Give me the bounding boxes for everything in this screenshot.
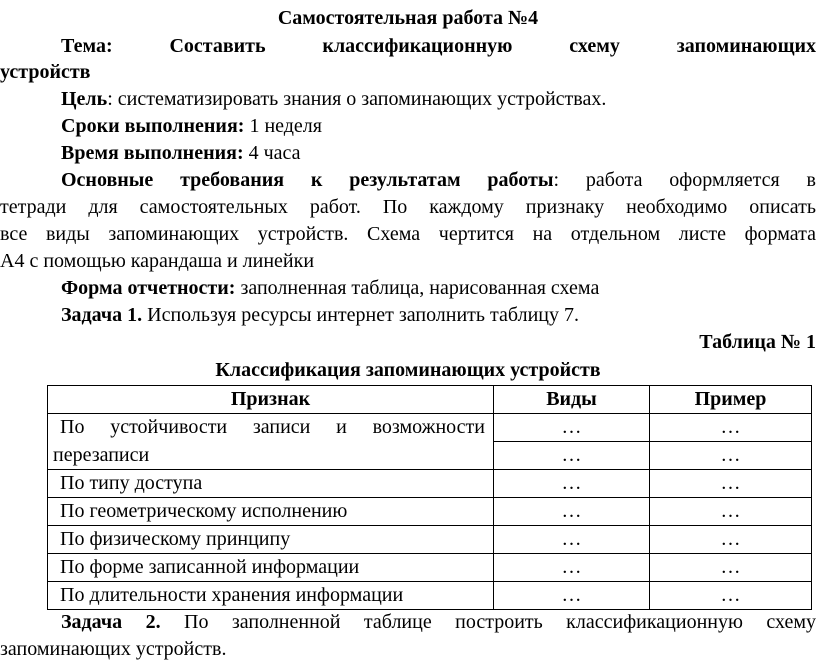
goal-line (0, 85, 816, 113)
deadline-label: Сроки выполнения: (61, 115, 245, 137)
topic-word-2: классификационную (322, 35, 513, 57)
task2-text-1: По заполненной таблице построить классификационную схему (160, 611, 816, 633)
table-row (48, 414, 812, 442)
requirements-line-2: тетради для самостоятельных работ. По каждому признаку необходимо описать (0, 196, 816, 218)
task2-line-1 (0, 608, 816, 636)
row-attribute: перезаписи (48, 442, 494, 470)
header-kinds: Виды (494, 386, 650, 414)
table-caption: Классификация запоминающих устройств (215, 359, 601, 381)
row-attribute: По длительности хранения информации (48, 582, 494, 610)
row-example: … (650, 442, 812, 470)
deadline-line (0, 112, 816, 140)
topic-line-2 (0, 58, 816, 86)
duration-line (0, 139, 816, 167)
duration-text: 4 часа (243, 142, 301, 164)
topic-label: Тема: (61, 35, 113, 57)
topic-continuation: устройств (0, 61, 91, 83)
report-form-text: заполненная таблица, нарисованная схема (235, 277, 600, 299)
table-row (48, 526, 812, 554)
topic-word-4: запоминающих (676, 35, 816, 57)
row-example: … (650, 582, 812, 610)
classification-table (47, 385, 812, 610)
row-kinds: … (494, 414, 650, 442)
row-example: … (650, 470, 812, 498)
row-kinds: … (494, 526, 650, 554)
goal-label: Цель (61, 88, 108, 110)
requirements-line-1 (0, 166, 816, 194)
report-form-line (0, 274, 816, 302)
row-example: … (650, 498, 812, 526)
row-kinds: … (494, 442, 650, 470)
report-form-label: Форма отчетности: (61, 277, 236, 299)
row-attribute (48, 414, 494, 442)
task2-label: Задача 2. (61, 611, 161, 633)
table-row (48, 582, 812, 610)
task1-label: Задача 1. (61, 304, 143, 326)
row-attribute: По физическому принципу (48, 526, 494, 554)
goal-text: : систематизировать знания о запоминающих устройствах. (107, 88, 607, 110)
requirements-label: Основные требования к результатам работы (61, 169, 554, 191)
duration-label: Время выполнения: (61, 142, 244, 164)
table-header-row (48, 386, 812, 414)
row-kinds: … (494, 582, 650, 610)
table-row (48, 470, 812, 498)
topic-word-1: Составить (169, 35, 266, 57)
header-attribute: Признак (48, 386, 494, 414)
table-row (48, 554, 812, 582)
row-attribute: По типу доступа (48, 470, 494, 498)
row-example: … (650, 414, 812, 442)
row-attribute-text: По устойчивости записи и возможности (60, 416, 485, 439)
row-example: … (650, 526, 812, 554)
table-row (48, 498, 812, 526)
row-attribute: По форме записанной информации (48, 554, 494, 582)
document-title: Самостоятельная работа №4 (277, 7, 539, 29)
topic-word-3: схему (569, 35, 620, 57)
task1-text: Используя ресурсы интернет заполнить таблицу 7. (142, 304, 579, 326)
requirements-line-3: все виды запоминающих устройств. Схема чертится на отдельном листе формата (0, 223, 816, 245)
task1-line (0, 301, 816, 329)
task2-line-2: запоминающих устройств. (0, 638, 227, 660)
requirements-line-4: А4 с помощью карандаша и линейки (0, 250, 315, 272)
row-kinds: … (494, 498, 650, 526)
header-example: Пример (650, 386, 812, 414)
table-number: Таблица № 1 (699, 331, 816, 353)
row-kinds: … (494, 470, 650, 498)
topic-line (0, 32, 816, 60)
row-kinds: … (494, 554, 650, 582)
deadline-text: 1 неделя (244, 115, 322, 137)
row-attribute: По геометрическому исполнению (48, 498, 494, 526)
row-example: … (650, 554, 812, 582)
requirements-text-1: : работа оформляется в (553, 169, 816, 191)
table-row (48, 442, 812, 470)
